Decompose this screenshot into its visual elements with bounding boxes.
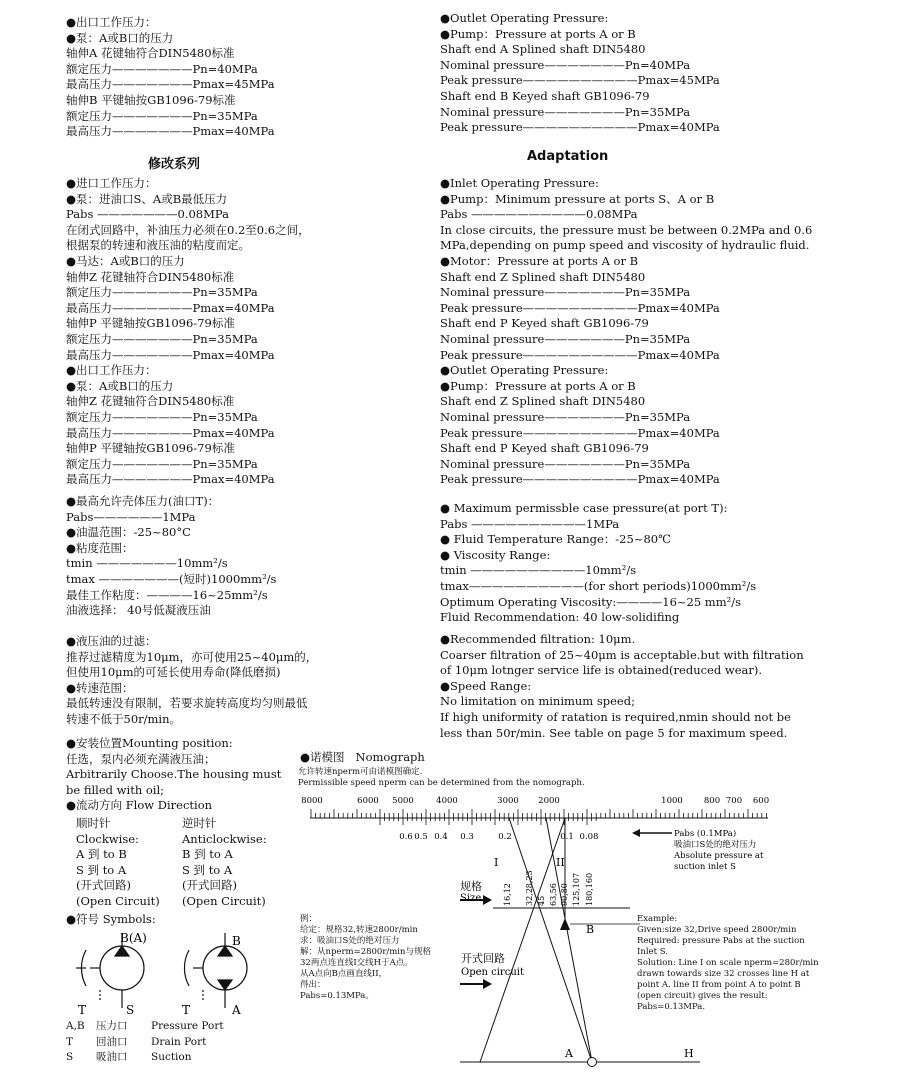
port-legend: A,B 压力口 Pressure Port T 回油口 Drain Port S 吸油口 Suction [66,1020,224,1064]
left-outlet-block-line: 轴伸B 平键轴按GB1096-79标准 [66,92,236,107]
example-cn-line: 得出： [300,980,326,990]
left-adaptation-block-line: ●进口工作压力： [66,176,157,190]
example-cn-line: Pabs=0.13MPa。 [300,991,374,1001]
size-label-2: 32,28,23 [525,870,534,906]
left-adaptation-block-line: 最高压力———————Pmax=40MPa [66,425,275,440]
left-adaptation-block-line: ●出口工作压力： [66,363,157,378]
point-a-label: A [565,1047,573,1060]
left-adaptation-block-line: 最高压力———————Pmax=40MPa [66,472,275,487]
left-adaptation-block-line: 额定压力———————Pn=35MPa [66,331,258,346]
size-label-en: Size [460,893,482,904]
right-adaptation-block-line: Nominal pressure———————Pn=35MPa [440,409,691,424]
right-adaptation-block-line: In close circuits, the pressure must be between 0.2MPa and 0.6 [440,222,813,237]
right-adaptation-block-line: Nominal pressure———————Pn=35MPa [440,456,691,471]
speed-label-700: 700 [725,796,743,806]
left-case-block-line: ●最高允许壳体压力(油口T)： [66,494,220,508]
line-I [509,818,595,1062]
right-case-block-line: ● Fluid Temperature Range：-25~80℃ [440,532,671,547]
right-adaptation-block-line: ●Pump：Pressure at ports A or B [440,378,636,393]
flow-anticlockwise: 逆时针 Anticlockwise: B 到 to A S 到 to A (开式回路) (Open Circuit) [182,816,267,908]
left-heading: 修改系列 [148,157,201,172]
left-adaptation-block-line: 轴伸P 平键轴按GB1096-79标准 [66,441,235,456]
open-circuit-cn: 开式回路 [461,952,505,965]
symbol-label-ba: B(A) [120,931,147,945]
example-cn-line: 例： [300,914,318,924]
example-en-line: Pabs=0.13MPa. [637,1002,706,1012]
example-en-line: point A. line II from point A to point B [637,980,801,990]
right-adaptation-block-line: Nominal pressure———————Pn=35MPa [440,285,691,300]
left-case-block-line: ●粘度范围： [66,540,134,555]
right-filter-block-line: ●Speed Range: [440,678,532,693]
left-filter-block-line: ●转速范围： [66,680,134,695]
left-mount-block-line: ●流动方向 Flow Direction [66,798,213,813]
example-en-line: (open circuit) gives the result: [637,991,768,1001]
right-adaptation-block-line: ●Outlet Operating Pressure: [440,363,609,378]
speed-tick-labels [301,796,769,806]
left-adaptation-block-line: ●泵：A或B口的压力 [66,378,174,393]
example-cn-line: 32两点连直线I交线H于A点。 [300,958,413,968]
left-mount-block-line: be filled with oil; [66,782,165,797]
example-cn-line: 从A点向B点画直线II， [300,969,388,979]
right-case-block-line: tmax——————————(for short periods)1000mm²/s [440,578,757,593]
right-outlet-block-line: Shaft end A Splined shaft DIN5480 [440,42,646,57]
right-adaptation-block-line: Peak pressure——————————Pmax=40MPa [440,425,720,440]
left-adaptation-block-line: 轴伸P 平键轴按GB1096-79标准 [66,316,235,331]
pabs-arrow-head [632,829,640,837]
speed-label-2000: 2000 [538,796,560,806]
right-filter-block-line: of 10μm lotnger service life is obtained(reduced wear). [440,663,763,678]
left-case-block-line: ●油温范围：-25~80°C [66,525,191,540]
left-mount-block-line: ●安装位置Mounting position: [66,736,233,750]
example-cn [300,914,431,1002]
right-outlet-block-line: Peak pressure——————————Pmax=40MPa [440,120,720,135]
right-adaptation-block-line: ●Motor：Pressure at ports A or B [440,253,639,268]
speed-label-800: 800 [703,796,721,806]
pabs-label-line-3: Absolute pressure at [674,851,764,861]
pressure-label-0.2: 0.2 [498,832,512,842]
right-filter-block-line: If high uniformity of ratation is required,nmin should not be [440,709,791,724]
right-filter-block-line: No limitation on minimum speed; [440,694,635,709]
example-en [637,914,819,1013]
flow-clockwise: 顺时针 Clockwise: A 到 to B S 到 to A (开式回路) (Open Circuit) [76,816,160,908]
right-adaptation-block-line: Peak pressure——————————Pmax=40MPa [440,347,720,362]
right-filter-block-line: less than 50r/min. See table on page 5 for maximum speed. [440,725,788,740]
speed-label-5000: 5000 [392,796,414,806]
size-tick-labels [503,870,594,906]
pabs-label [673,828,764,872]
example-en-line: Required: pressure Pabs at the suction [637,936,805,946]
left-adaptation-block-line: 额定压力———————Pn=35MPa [66,285,258,300]
speed-label-3000: 3000 [497,796,519,806]
symbol-label-t1: T [78,1003,87,1017]
right-adaptation-block-line: Shaft end Z Splined shaft DIN5480 [440,269,646,284]
size-label-5: 90,80 [560,883,569,906]
example-en-line: Inlet S. [637,947,668,957]
right-adaptation-block-line: Shaft end Z Splined shaft DIN5480 [440,394,646,409]
left-adaptation-block-line: 在闭式回路中，补油压力必须在0.2至0.6之间， [66,222,310,237]
right-case-block-line: tmin ——————————10mm²/s [440,563,637,578]
line-label-I: I [494,856,499,869]
left-case-block-line: tmin ———————10mm²/s [66,556,228,571]
size-arrow-head [483,895,492,905]
left-outlet-block-line: ●出口工作压力： [66,15,157,29]
left-adaptation-block-line: 轴伸Z 花键轴符合DIN5480标准 [66,269,235,284]
pressure-label-0.5: 0.5 [414,832,428,842]
pressure-tick-labels [399,832,598,842]
left-filter-block-line: 转速不低于50r/min。 [66,711,181,726]
left-filter-block-line: ●液压油的过滤： [66,634,157,648]
left-adaptation-block-line: 根据泵的转速和液压油的粘度而定。 [66,238,250,253]
right-adaptation-block-line: MPa,depending on pump speed and viscosity of hydraulic fluid. [440,238,810,253]
right-adaptation-block-line: Pabs ——————————0.08MPa [440,207,638,222]
left-adaptation-block-line: 额定压力———————Pn=35MPa [66,409,258,424]
example-cn-line: 解：从nperm=2800r/min与规格 [300,947,432,957]
left-outlet-block-line: 最高压力———————Pmax=45MPa [66,77,275,92]
left-case-block-line: 油液选择： 40号低凝液压油 [66,603,211,618]
line-II [546,818,595,1062]
right-outlet-block-line: ●Pump：Pressure at ports A or B [440,26,636,41]
open-circuit-en: Open circuit [461,967,524,978]
speed-label-4000: 4000 [436,796,458,806]
right-adaptation-block-line: ●Pump：Minimum pressure at ports S、A or B [440,191,715,206]
left-adaptation-block-line: 最高压力———————Pmax=40MPa [66,300,275,315]
right-adaptation-block-line: ●Inlet Operating Pressure: [440,176,599,190]
size-label-7: 180,160 [585,872,594,906]
example-cn-line: 求：吸油口S处的绝对压力 [300,936,400,946]
point-b-marker [560,918,570,930]
left-adaptation-block-line: Pabs ———————0.08MPa [66,207,229,222]
left-filter-block-line: 最低转速没有限制，若要求旋转高度均匀则最低 [66,696,308,711]
example-en-line: Given:size 32,Drive speed 2800r/min [637,925,797,935]
pabs-label-line-1: Pabs (0.1MPa) [674,829,737,839]
point-a-marker [588,1058,597,1067]
line-label-II: II [556,856,565,869]
pressure-label-0.3: 0.3 [460,832,474,842]
open-circuit-arrow-head [483,979,492,989]
point-b-label: B [586,923,595,936]
size-label-1: 16,12 [503,883,512,906]
line-open-circuit [480,818,565,1062]
right-outlet-block-line: Nominal pressure———————Pn=35MPa [440,104,691,119]
speed-label-6000: 6000 [357,796,379,806]
left-case-block-line: 最佳工作粘度：————16~25mm²/s [66,587,268,602]
left-mount-block-line: 任选，泵内必须充满液压油； [66,751,216,766]
left-adaptation-block-line: 轴伸Z 花键轴符合DIN5480标准 [66,394,235,409]
right-outlet-block-line: Nominal pressure———————Pn=40MPa [440,57,691,72]
right-case-block-line: Optimum Operating Viscosity:————16~25 mm²/s [440,594,742,609]
right-case-block-line: Pabs ——————————1MPa [440,516,620,531]
right-case-block-line: Fluid Recommendation: 40 low-solidifing [440,610,680,625]
example-en-line: drawn towards size 32 crosses line H at [637,969,810,979]
left-outlet-block-line: 轴伸A 花键轴符合DIN5480标准 [66,46,235,61]
left-filter-block-line: 但使用10μm的可延长使用寿命(降低磨损) [66,665,281,680]
size-label-cn: 规格 [460,880,482,893]
right-adaptation-block-line: Shaft end P Keyed shaft GB1096-79 [440,441,649,456]
left-adaptation-block-line: 最高压力———————Pmax=40MPa [66,347,275,362]
left-case-block-line: Pabs——————1MPa [66,509,196,524]
pabs-label-line-4: suction inlet S [674,862,736,872]
pressure-label-0.6: 0.6 [399,832,413,842]
right-outlet-block-line: Shaft end B Keyed shaft GB1096-79 [440,88,650,103]
nomograph-subtitle: 允许转速nperm可由诺模图确定. Permissible speed nperm can be determined from the nomograph. [298,767,585,788]
symbol-label-s1: S [126,1003,135,1017]
example-en-line: Solution: Line I on scale nperm=280r/min [637,958,819,968]
symbol-label-t2: T [182,1003,191,1017]
left-outlet-block-line: 额定压力———————Pn=35MPa [66,108,258,123]
size-label-4: 63,56 [549,883,558,906]
speed-scale-ticks [311,809,766,825]
left-adaptation-block-line: 额定压力———————Pn=35MPa [66,456,258,471]
pressure-label-0.1: 0.1 [560,832,574,842]
left-adaptation-block-line: ●泵：进油口S、A或B最低压力 [66,191,228,206]
left-outlet-block-line: ●泵：A或B口的压力 [66,30,174,45]
right-adaptation-block-line: Nominal pressure———————Pn=35MPa [440,331,691,346]
symbols-title: ●符号 Symbols: [66,912,156,926]
example-cn-line: 给定：规格32,转速2800r/min [300,925,418,935]
symbol-label-b2: B [232,934,241,948]
right-adaptation-block-line: Shaft end P Keyed shaft GB1096-79 [440,316,649,331]
left-case-block-line: tmax ———————(短时)1000mm²/s [66,571,277,586]
size-label-6: 125,107 [572,872,581,906]
right-adaptation-block-line: Peak pressure——————————Pmax=40MPa [440,300,720,315]
left-adaptation-block-line: ●马达：A或B口的压力 [66,253,185,268]
speed-label-1000: 1000 [661,796,683,806]
right-case-block-line: ● Viscosity Range: [440,547,551,562]
example-en-line: Example: [637,914,678,924]
right-filter-block-line: Coarser filtration of 25~40μm is acceptable.but with filtration [440,647,804,662]
right-outlet-block-line: ●Outlet Operating Pressure: [440,11,609,25]
pabs-label-line-2: 吸油口S处的绝对压力 [674,840,757,850]
left-outlet-block-line: 额定压力———————Pn=40MPa [66,61,258,76]
left-mount-block-line: Arbitrarily Choose.The housing must [66,767,282,782]
right-adaptation-block-line: Peak pressure——————————Pmax=40MPa [440,472,720,487]
pressure-label-0.4: 0.4 [434,832,448,842]
size-label-3: 45 [537,895,546,906]
right-heading: Adaptation [527,149,609,164]
nomograph-title: ●诺模图 Nomograph [300,750,425,764]
symbol-label-a2: A [232,1003,241,1017]
right-case-block-line: ● Maximum permissble case pressure(at port T): [440,501,728,515]
right-outlet-block-line: Peak pressure——————————Pmax=45MPa [440,73,720,88]
left-filter-block-line: 推荐过滤精度为10μm，亦可使用25~40μm的， [66,649,318,664]
speed-label-600: 600 [752,796,770,806]
point-h-label: H [684,1047,694,1060]
pressure-label-0.08: 0.08 [579,832,599,842]
right-filter-block-line: ●Recommended filtration: 10μm. [440,632,636,646]
speed-label-8000: 8000 [301,796,323,806]
left-outlet-block-line: 最高压力———————Pmax=40MPa [66,124,275,139]
